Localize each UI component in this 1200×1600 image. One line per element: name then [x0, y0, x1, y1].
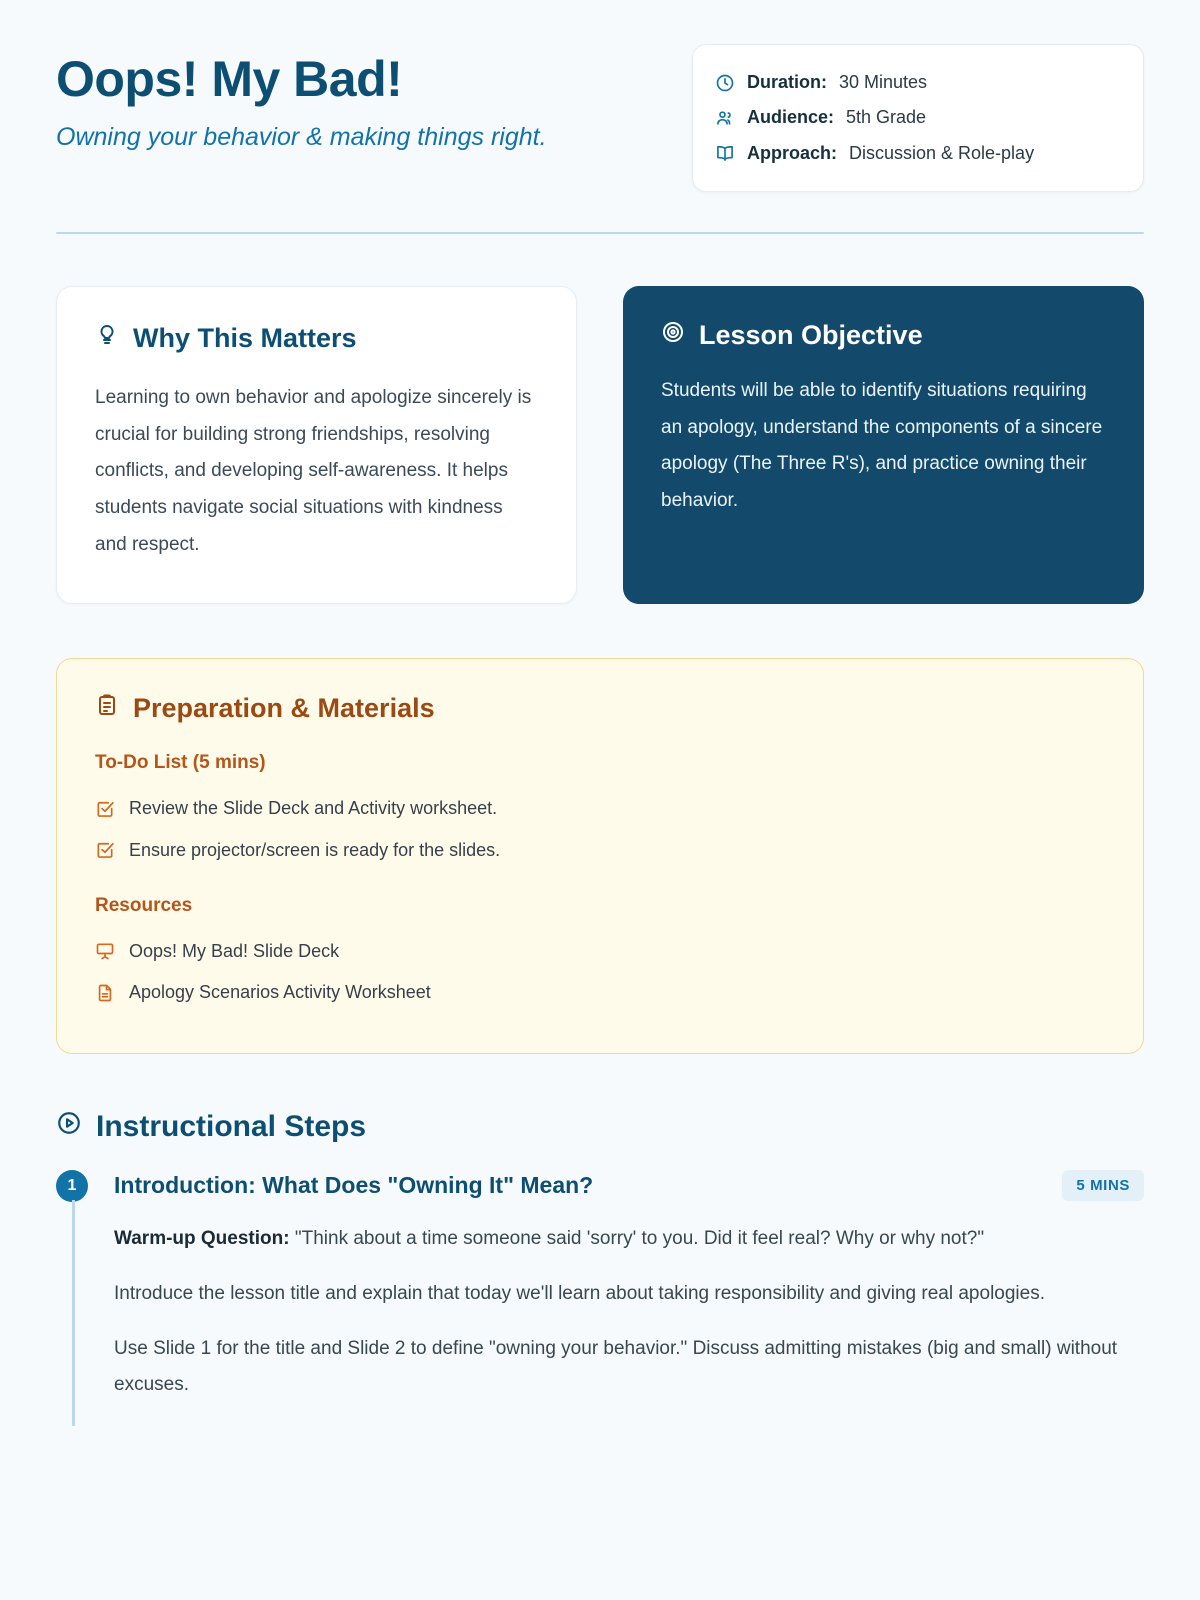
lesson-meta-card — [692, 44, 1144, 192]
title-block — [56, 44, 547, 152]
step-paragraph-lead: Warm-up Question: — [114, 1228, 290, 1250]
overview-columns — [56, 286, 1144, 604]
why-this-matters-card — [56, 286, 577, 604]
todo-item-label: Ensure projector/screen is ready for the slides. — [129, 839, 501, 860]
step-item — [56, 1170, 1144, 1420]
meta-row-duration — [715, 65, 1117, 100]
resource-item-label: Oops! My Bad! Slide Deck — [129, 940, 340, 961]
lightbulb-icon — [95, 323, 119, 354]
resource-item-worksheet[interactable] — [95, 972, 1105, 1013]
clock-icon — [715, 73, 735, 93]
resource-item-label: Apology Scenarios Activity Worksheet — [129, 982, 431, 1003]
clipboard-icon — [95, 693, 119, 724]
objective-card-body: Students will be able to identify situations requiring an apology, understand the components of a sincere apology (The Three R's), and practice owning their behavior. — [661, 380, 1103, 512]
meta-row-approach — [715, 136, 1117, 171]
resources-heading: Resources — [95, 894, 193, 916]
step-title: Introduction: What Does "Owning It" Mean? — [114, 1172, 594, 1199]
step-paragraph — [114, 1331, 1144, 1401]
step-title-row — [114, 1170, 1144, 1201]
steps-list — [56, 1170, 1144, 1420]
step-paragraph-text: Introduce the lesson title and explain that today we'll learn about taking responsibility and giving real apologies. — [114, 1283, 1045, 1305]
step-rail — [72, 1200, 75, 1426]
book-icon — [715, 143, 735, 163]
instructional-steps-header — [56, 1110, 1144, 1144]
todo-heading: To-Do List (5 mins) — [95, 752, 266, 774]
step-duration-badge: 5 MINS — [1062, 1170, 1144, 1201]
todo-item[interactable] — [95, 788, 1105, 829]
lesson-objective-card — [623, 286, 1144, 604]
todo-item-label: Review the Slide Deck and Activity worksheet. — [129, 798, 498, 819]
page-header — [56, 44, 1144, 192]
play-circle-icon — [56, 1110, 82, 1144]
resource-item-slide-deck[interactable] — [95, 931, 1105, 972]
page-subtitle: Owning your behavior & making things right. — [56, 123, 547, 151]
target-icon — [661, 320, 685, 351]
meta-label-duration: Duration: — [747, 72, 827, 92]
meta-value-audience: 5th Grade — [846, 107, 927, 128]
why-card-title: Why This Matters — [133, 323, 357, 354]
objective-card-title: Lesson Objective — [699, 320, 923, 351]
why-column — [56, 286, 577, 604]
step-paragraph — [114, 1276, 1144, 1311]
objective-card-header — [661, 320, 1106, 351]
meta-label-audience: Audience: — [747, 107, 835, 128]
checkbox-icon[interactable] — [95, 840, 115, 860]
step-number: 1 — [56, 1170, 88, 1202]
meta-value-approach: Discussion & Role-play — [849, 142, 1035, 163]
why-card-header — [95, 323, 538, 354]
instructional-steps-title: Instructional Steps — [96, 1110, 367, 1144]
meta-label-approach: Approach: — [747, 142, 837, 163]
preparation-panel — [56, 658, 1144, 1054]
presentation-icon — [95, 941, 115, 961]
todo-item[interactable] — [95, 830, 1105, 871]
preparation-title: Preparation & Materials — [133, 693, 435, 724]
step-paragraph-text: "Think about a time someone said 'sorry' to you. Did it feel real? Why or why not?" — [289, 1228, 985, 1250]
step-paragraph — [114, 1221, 1144, 1256]
document-icon — [95, 983, 115, 1003]
preparation-header — [95, 693, 1105, 724]
objective-column — [623, 286, 1144, 604]
checkbox-icon[interactable] — [95, 799, 115, 819]
meta-row-audience — [715, 100, 1117, 135]
people-icon — [715, 108, 735, 128]
why-card-body: Learning to own behavior and apologize sincerely is crucial for building strong friendships, resolving conflicts, and developing self-awareness. It helps students navigate social situations with kindness and respect. — [95, 387, 532, 555]
step-paragraph-text: Use Slide 1 for the title and Slide 2 to define "owning your behavior." Discuss admitting mistakes (big and small) without excuses. — [114, 1338, 1118, 1395]
header-divider — [56, 232, 1144, 234]
page-title: Oops! My Bad! — [56, 51, 403, 107]
meta-value-duration: 30 Minutes — [839, 72, 928, 92]
